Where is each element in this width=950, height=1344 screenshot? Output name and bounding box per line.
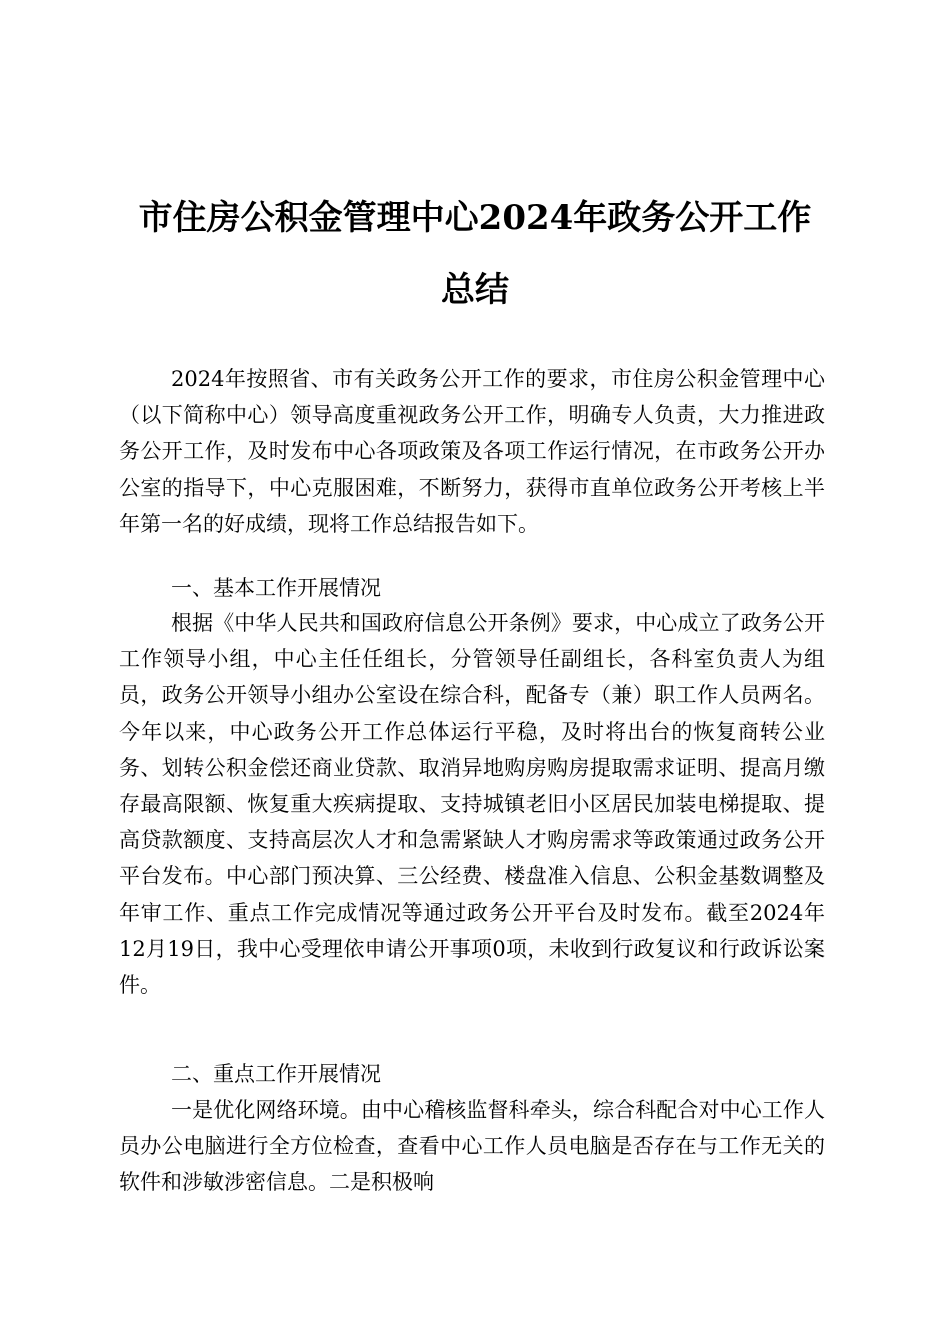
basic-work-paragraph: 根据《中华人民共和国政府信息公开条例》要求，中心成立了政务公开工作领导小组，中心主任任组长，分管领导任副组长，各科室负责人为组员，政务公开领导小组办公室设在综合科，配备专（兼）职工作人员两名。今年以来，中心政务公开工作总体运行平稳，及时将出台的恢复商转公业务、划转公积金偿还商业贷款、取消异地购房购房提取需求证明、提高月缴存最高限额、恢复重大疾病提取、支持城镇老旧小区居民加装电梯提取、提高贷款额度、支持高层次人才和急需紧缺人才购房需求等政策通过政务公开平台发布。中心部门预决算、三公经费、楼盘准入信息、公积金基数调整及年审工作、重点工作完成情况等通过政务公开平台及时发布。截至2024年12月19日，我中心受理依申请公开事项0项，未收到行政复议和行政诉讼案件。 — [119, 611, 825, 998]
section-heading-key-work: 二、重点工作开展情况 — [171, 1062, 381, 1086]
section-heading-basic-work: 一、基本工作开展情况 — [171, 576, 381, 600]
document-title-line1: 市住房公积金管理中心2024年政务公开工作 — [138, 198, 812, 238]
document-title-line2: 总结 — [441, 270, 509, 310]
key-work-paragraph: 一是优化网络环境。由中心稽核监督科牵头，综合科配合对中心工作人员办公电脑进行全方位检查，查看中心工作人员电脑是否存在与工作无关的软件和涉敏涉密信息。二是积极响 — [119, 1098, 825, 1195]
intro-paragraph: 2024年按照省、市有关政务公开工作的要求，市住房公积金管理中心（以下简称中心）领导高度重视政务公开工作，明确专人负责，大力推进政务公开工作，及时发布中心各项政策及各项工作运行情况，在市政务公开办公室的指导下，中心克服困难，不断努力，获得市直单位政务公开考核上半年第一名的好成绩，现将工作总结报告如下。 — [119, 367, 825, 536]
